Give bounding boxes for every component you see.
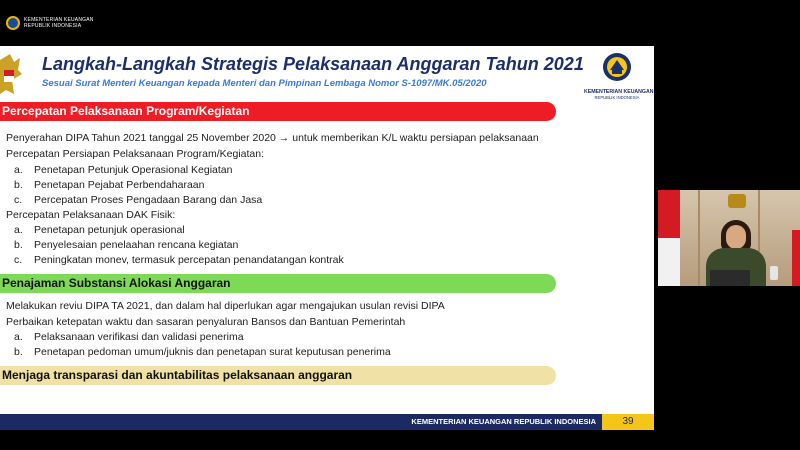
top-logo-line2: REPUBLIK INDONESIA xyxy=(24,23,82,29)
list-item: b. Penyelesaian penelaahan rencana kegiatan xyxy=(14,239,239,251)
top-logo xyxy=(6,16,94,30)
list-item: a. Penetapan Petunjuk Operasional Kegiatan xyxy=(14,164,233,176)
presentation-slide xyxy=(0,46,654,430)
garuda-emblem-icon xyxy=(0,50,22,96)
section-heading-2: Penajaman Substansi Alokasi Anggaran xyxy=(0,274,556,293)
kemenkeu-emblem-icon xyxy=(6,16,20,30)
list-item: Percepatan Persiapan Pelaksanaan Program/Kegiatan: xyxy=(6,148,264,160)
list-item: b. Penetapan Pejabat Perbendaharaan xyxy=(14,179,205,191)
list-item: Melakukan reviu DIPA TA 2021, dan dalam hal diperlukan agar mengajukan usulan revisi DIPA xyxy=(6,300,445,312)
list-item: b. Penetapan pedoman umum/juknis dan penetapan surat keputusan penerima xyxy=(14,346,391,358)
kemenkeu-logo xyxy=(584,52,654,100)
flag-icon xyxy=(792,230,800,286)
video-top-bar xyxy=(0,0,800,46)
section-heading-3: Menjaga transparasi dan akuntabilitas pelaksanaan anggaran xyxy=(0,366,556,385)
list-item: c. Percepatan Proses Pengadaan Barang dan Jasa xyxy=(14,194,263,206)
list-item: a. Pelaksanaan verifikasi dan validasi penerima xyxy=(14,331,244,343)
flag-icon xyxy=(658,190,680,286)
kemenkeu-logo-sub: REPUBLIK INDONESIA xyxy=(594,95,640,100)
list-item: Penyerahan DIPA Tahun 2021 tanggal 25 November 2020 → untuk memberikan K/L waktu persiapan pelaksanaan xyxy=(6,132,539,144)
glass-icon xyxy=(770,266,778,280)
list-item: c. Peningkatan monev, termasuk percepatan penandatangan kontrak xyxy=(14,254,344,266)
laptop-icon xyxy=(710,270,750,286)
page-number: 39 xyxy=(602,414,654,430)
list-item: Percepatan Pelaksanaan DAK Fisik: xyxy=(6,209,176,221)
slide-title: Langkah-Langkah Strategis Pelaksanaan Anggaran Tahun 2021 xyxy=(42,54,584,74)
speaker-face xyxy=(726,225,746,249)
kemenkeu-logo-icon xyxy=(602,52,632,82)
footer-text: KEMENTERIAN KEUANGAN REPUBLIK INDONESIA xyxy=(411,417,596,426)
list-item: Perbaikan ketepatan waktu dan sasaran penyaluran Bansos dan Bantuan Pemerintah xyxy=(6,316,406,328)
slide-footer xyxy=(0,414,654,430)
top-logo-line1: KEMENTERIAN KEUANGAN xyxy=(24,17,94,23)
section-heading-1: Percepatan Pelaksanaan Program/Kegiatan xyxy=(0,102,556,121)
slide-subtitle: Sesuai Surat Menteri Keuangan kepada Menteri dan Pimpinan Lembaga Nomor S-1097/MK.05/2020 xyxy=(42,78,487,89)
kemenkeu-logo-name: KEMENTERIAN KEUANGAN xyxy=(584,89,654,95)
list-item: a. Penetapan petunjuk operasional xyxy=(14,224,185,236)
wall-emblem-icon xyxy=(728,194,746,208)
speaker-video-thumbnail[interactable] xyxy=(658,190,800,286)
